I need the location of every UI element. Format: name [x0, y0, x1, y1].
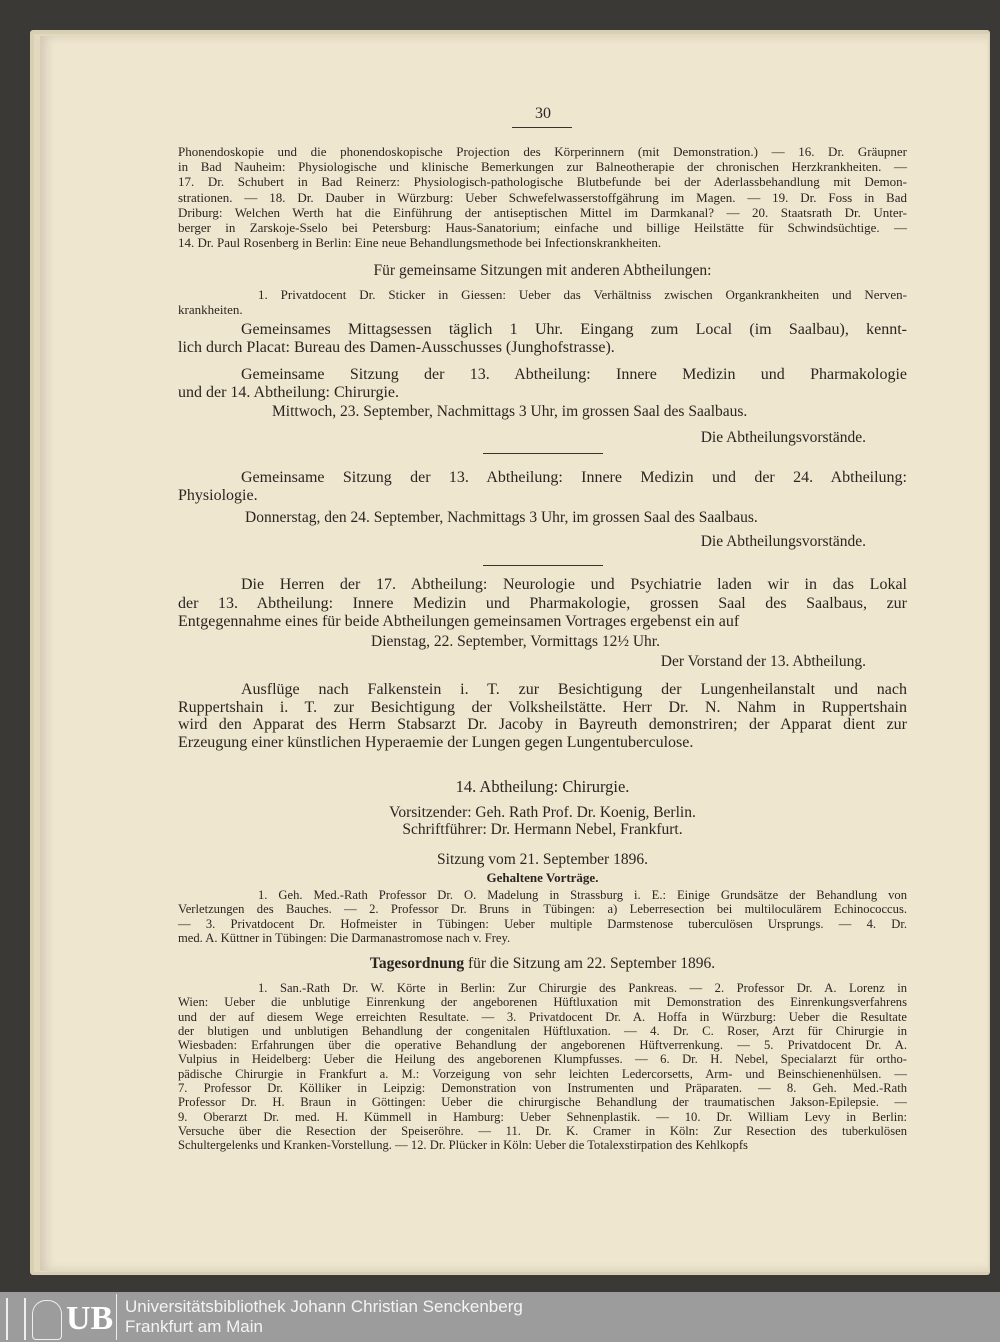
- page-number-rule: [512, 127, 572, 128]
- library-city: Frankfurt am Main: [125, 1317, 263, 1336]
- text-line: 14. Dr. Paul Rosenberg in Berlin: Eine neue Behandlungsmethode bei Infectionskrankheiten.: [178, 235, 662, 251]
- text-line: lich durch Placat: Bureau des Damen-Ausschusses (Junghofstrasse).: [178, 338, 615, 356]
- text-line: Die Herren der 17. Abtheilung: Neurologie und Psychiatrie laden wir in das Lokal: [241, 576, 907, 593]
- lunch-notice: [178, 321, 907, 356]
- text-line: berger in Zarskoje-Sselo bei Petersburg: Haus-Sanatorium; einfache und billige Heilstätte für Schwindsüchtige. —: [178, 220, 907, 236]
- invitation-date: Dienstag, 22. September, Vormittags 12½ Uhr.: [371, 633, 660, 650]
- text-line: 1. Geh. Med.-Rath Professor Dr. O. Madelung in Strassburg i. E.: Einige Grundsätze der Behandlung von: [258, 888, 907, 902]
- text-line: 1. San.-Rath Dr. W. Körte in Berlin: Zur Chirurgie des Pankreas. — 2. Professor Dr. A. Lorenz in: [258, 981, 907, 995]
- text-line: Versuche über die Resection der Speiseröhre. — 11. Dr. K. Cramer in Köln: Zur Resection des tuberkulösen: [178, 1123, 907, 1138]
- ub-logo-text: UB: [66, 1300, 114, 1337]
- signature: Die Abtheilungsvorstände.: [700, 429, 866, 446]
- sitting-heading: Sitzung vom 21. September 1896.: [437, 851, 648, 868]
- text-line: Professor Dr. H. Braun in Göttingen: Ueber die chirurgische Behandlung der traumatischen Jakson-Epilepsie. —: [178, 1095, 907, 1110]
- portrait-icon: [32, 1300, 62, 1340]
- text-line: Entgegennahme eines für beide Abtheilungen gemeinsamen Vortrages ergebenst ein auf: [178, 613, 740, 630]
- page-number: 30: [535, 105, 551, 122]
- agenda-subtitle: für die Sitzung am 22. September 1896.: [464, 955, 716, 972]
- text-line: Ruppertshain i. T. zur Besichtigung der Volksheilstätte. Herr Dr. N. Nahm in Ruppertshain: [178, 698, 907, 716]
- joint-session-13-24-date: Donnerstag, den 24. September, Nachmittags 3 Uhr, im grossen Saal des Saalbaus.: [245, 509, 758, 526]
- text-line: 9. Oberarzt Dr. med. H. Kümmell in Hamburg: Ueber Sehnenplastik. — 10. Dr. William Levy in Berlin:: [178, 1109, 907, 1124]
- text-line: Gemeinsames Mittagsessen täglich 1 Uhr. Eingang zum Local (im Saalbau), kennt-: [241, 321, 907, 338]
- text-line: pädische Chirurgie in Frankfurt a. M.: Vorzeigung von sehr leichten Ledercorsetts, Arm- und Beinschienenhülsen. —: [178, 1066, 907, 1081]
- library-footer: [0, 1292, 1000, 1342]
- excursion-notice: [178, 681, 907, 751]
- text-line: in Bad Nauheim: Physiologische und klinische Bemerkungen zur Balneotherapie der chronischen Herzkrankheiten. —: [178, 159, 907, 175]
- text-line: — 3. Privatdocent Dr. Hofmeister in Tübingen: Ueber multiple Darmstenose tuberculösen Ursprungs. — 4. Dr.: [178, 916, 907, 931]
- chair: Vorsitzender: Geh. Rath Prof. Dr. Koenig, Berlin.: [389, 804, 696, 821]
- text-line: der blutigen und unblutigen Behandlung der congenitalen Hüftluxation. — 4. Dr. C. Roser, Arzt für Chirurgie in: [178, 1023, 907, 1038]
- text-line: Ausflüge nach Falkenstein i. T. zur Besichtigung der Lungenheilanstalt und nach: [241, 681, 907, 698]
- text-line: Schultergelenks und Kranken-Vorstellung. — 12. Dr. Plücker in Köln: Ueber die Totalexstirpation des Kehlkopfs: [178, 1138, 748, 1153]
- joint-session-13-24: [178, 469, 907, 504]
- text-line: med. A. Küttner in Tübingen: Die Darmanastromose nach v. Frey.: [178, 930, 511, 945]
- held-talks-list: [178, 888, 907, 945]
- pillars-icon: [6, 1298, 26, 1340]
- held-talks-heading: Gehaltene Vorträge.: [486, 870, 599, 885]
- text-line: 17. Dr. Schubert in Bad Reinerz: Physiologisch-pathologische Blutbefunde bei der Aderlassbehandlung mit Demon-: [178, 174, 907, 190]
- library-logo: [4, 1294, 117, 1340]
- text-line: Phonendoskopie und die phonendoskopische Projection des Körperinnern (mit Demonstration.) — 16. Dr. Gräupner: [178, 144, 907, 159]
- text-line: 7. Professor Dr. Kölliker in Leipzig: Demonstration von Instrumenten und Präparaten. — 8. Geh. Med.-Rath: [178, 1081, 907, 1096]
- joint-session-13-14: [178, 366, 907, 401]
- talks-continued: [178, 144, 907, 250]
- agenda-heading: [178, 955, 907, 973]
- text-line: Gemeinsame Sitzung der 13. Abtheilung: Innere Medizin und der 24. Abtheilung:: [241, 469, 907, 486]
- text-line: strationen. — 18. Dr. Dauber in Würzburg: Ueber Schwefelwasserstoffgährung im Magen. — 19. Dr. Foss in Bad: [178, 189, 907, 205]
- text-line: Vulpius in Heidelberg: Ueber die Heilung des angeborenen Klumpfusses. — 6. Dr. H. Nebel, Specialarzt für ortho-: [178, 1052, 907, 1067]
- text-line: krankheiten.: [178, 302, 243, 318]
- text-line: Physiologie.: [178, 486, 258, 504]
- text-line: Driburg: Welchen Werth hat die Einführung der antiseptischen Mittel im Darmkanal? — 20. Staatsrath Dr. Unter-: [178, 204, 907, 220]
- library-name: Universitätsbibliothek Johann Christian Senckenberg: [125, 1297, 523, 1316]
- signature: Der Vorstand der 13. Abtheilung.: [660, 653, 866, 670]
- text-line: und der auf diesem Wege erreichten Resultate. — 3. Privatdocent Dr. A. Hoffa in Würzburg: Ueber die Resultate: [178, 1009, 907, 1024]
- agenda-title: Tagesordnung: [369, 955, 465, 972]
- text-line: Erzeugung einer künstlichen Hyperaemie der Lungen gegen Lungentuberculose.: [178, 733, 694, 751]
- agenda-list: [178, 981, 907, 1153]
- joint-session-13-14-date: Mittwoch, 23. September, Nachmittags 3 Uhr, im grossen Saal des Saalbaus.: [272, 403, 748, 420]
- joint-sessions-heading: Für gemeinsame Sitzungen mit anderen Abtheilungen:: [373, 262, 712, 279]
- section-title: 14. Abtheilung: Chirurgie.: [455, 777, 630, 796]
- text-line: Gemeinsame Sitzung der 13. Abtheilung: Innere Medizin und Pharmakologie: [241, 366, 907, 383]
- text-line: 1. Privatdocent Dr. Sticker in Giessen: Ueber das Verhältniss zwischen Organkrankheiten und Nerven-: [258, 287, 907, 302]
- text-line: Wiesbaden: Erfahrungen über die operative Behandlung der angeborenen Hüftverrenkung. — 5. Privatdocent Dr. A.: [178, 1038, 907, 1053]
- divider: [483, 453, 603, 454]
- divider: [483, 565, 603, 566]
- signature: Die Abtheilungsvorstände.: [700, 533, 866, 550]
- text-line: Wien: Ueber die unblutige Einrenkung der angeborenen Hüftluxation mit Demonstration des Einrenkungsverfahrens: [178, 995, 907, 1010]
- invitation: [178, 576, 907, 632]
- secretary: Schriftführer: Dr. Hermann Nebel, Frankfurt.: [402, 821, 683, 838]
- text-line: der 13. Abtheilung: Innere Medizin und Pharmakologie, grossen Saal des Saalbaus, zur: [178, 594, 907, 612]
- text-line: wird den Apparat des Herrn Stabsarzt Dr. Jacoby in Bayreuth demonstriren; der Apparat dient zur: [178, 716, 907, 733]
- sticker-talk: [178, 287, 907, 317]
- text-line: und der 14. Abtheilung: Chirurgie.: [178, 383, 400, 401]
- text-line: Verletzungen des Bauches. — 2. Professor Dr. Bruns in Tübingen: a) Leberresection bei multiloculärem Echinococcus.: [178, 902, 907, 917]
